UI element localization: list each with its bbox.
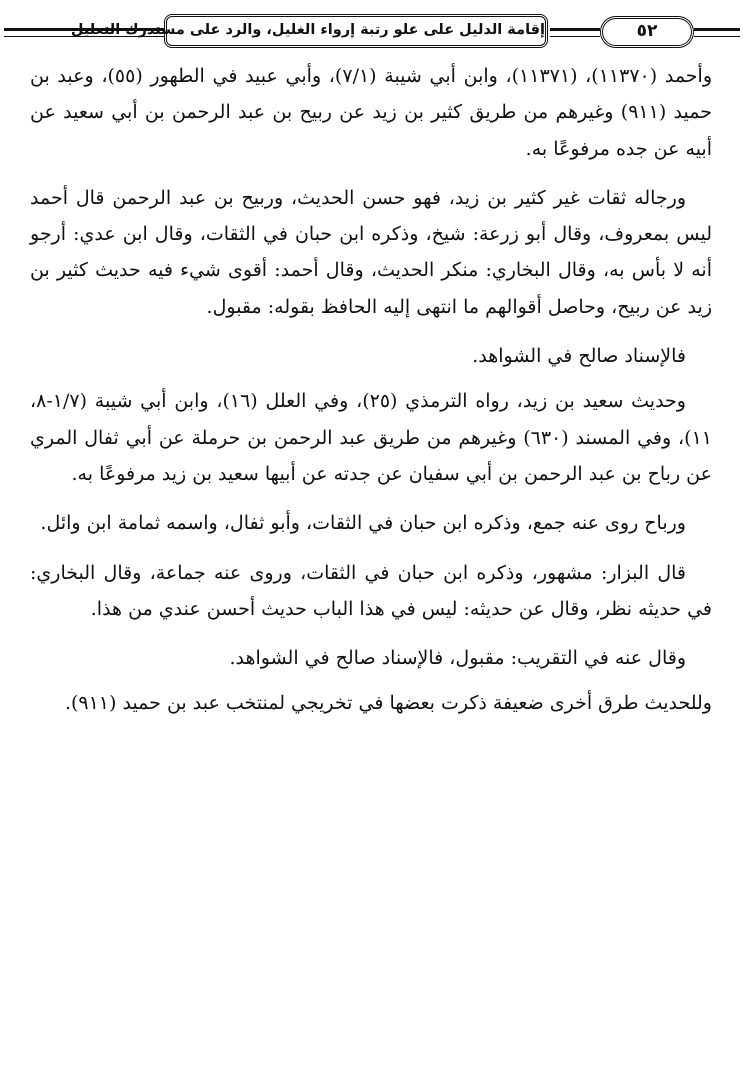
paragraph-2: ورجاله ثقات غير كثير بن زيد، فهو حسن الحديث، وربيح بن عبد الرحمن قال أحمد ليس بمعروف، وقال أبو زرعة: شيخ، وذكره ابن حبان في الثقات، وقال ابن عدي: أرجو أنه لا بأس به، وقال البخاري: منكر الحديث، وقال أحمد: أقوى شيء فيه حديث كثير بن زيد عن ربيح، وحاصل أقوالهم ما انتهى إليه الحافظ بقوله: مقبول. [30, 186, 712, 318]
page-body [30, 58, 712, 722]
paragraph-5: ورباح روى عنه جمع، وذكره ابن حبان في الثقات، وأبو ثفال، واسمه ثمامة ابن وائل. [40, 512, 686, 535]
running-title: إقامة الدليل على علو رتبة إرواء الغليل، والرد على مستدرك التعليل [164, 14, 548, 48]
paragraph-8: وللحديث طرق أخرى ضعيفة ذكرت بعضها في تخريجي لمنتخب عبد بن حميد (٩١١). [64, 692, 712, 715]
header-rule-right [694, 28, 740, 37]
paragraph-7: وقال عنه في التقريب: مقبول، فالإسناد صالح في الشواهد. [229, 647, 686, 670]
paragraph-4: وحديث سعيد بن زيد، رواه الترمذي (٢٥)، وفي العلل (١٦)، وابن أبي شيبة (١/٧-٨، ١١)، وفي المسند (٦٣٠) وغيرهم من طريق عبد الرحمن بن حرملة عن أبي ثفال المري عن رباح بن عبد الرحمن بن أبي سفيان عن جدته عن أبيها سعيد بن زيد مرفوعًا به. [30, 390, 712, 485]
paragraph-3: فالإسناد صالح في الشواهد. [472, 345, 686, 368]
paragraph-1: وأحمد (١١٣٧٠)، (١١٣٧١)، وابن أبي شيبة (٧/١)، وأبي عبيد في الطهور (٥٥)، وعبد بن حميد (٩١١) وغيرهم من طريق كثير بن زيد عن ربيح بن عبد الرحمن بن أبي سعيد عن أبيه عن جده مرفوعًا به. [30, 65, 712, 160]
header-rule-middle [550, 28, 600, 37]
page-number: ٥٢ [600, 16, 694, 48]
paragraph-6: قال البزار: مشهور، وذكره ابن حبان في الثقات، وروى عنه جماعة، وقال البخاري: في حديثه نظر، وقال عن حديثه: ليس في هذا الباب حديث أحسن عندي من هذا. [30, 561, 712, 620]
